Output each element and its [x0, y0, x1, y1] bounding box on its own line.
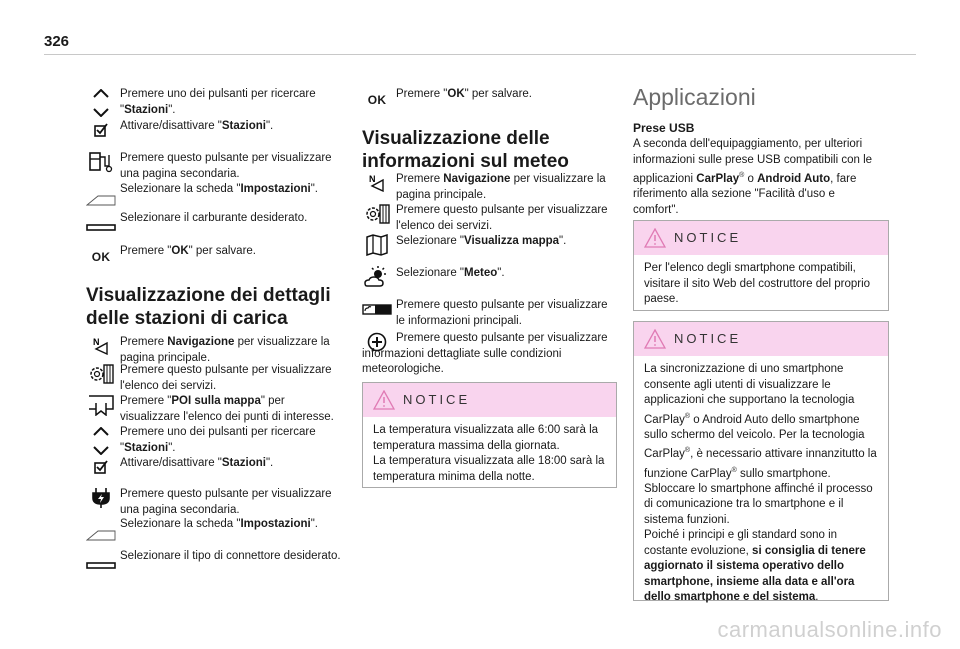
selection-bar-icon — [86, 217, 116, 239]
checkbox-icon — [86, 456, 116, 478]
notice-box-compatible-phones — [633, 220, 889, 311]
text: o Android Auto dello smartphone sullo schermo del veicolo. Per la tecnologia CarPlay — [644, 413, 865, 461]
text: ". — [559, 235, 567, 247]
chevron-up-down-icon — [86, 87, 116, 119]
text: , fare riferimento alla sezione "Facilità d'uso e comfort". — [633, 172, 857, 216]
text-bold: Meteo — [464, 267, 498, 279]
text: per visualizzare la pagina principale. — [396, 173, 606, 201]
notice-title: NOTICE — [674, 230, 742, 245]
text: Attivare/disattivare " — [120, 457, 222, 469]
text: Selezionare la scheda " — [120, 518, 241, 530]
text: . — [815, 591, 819, 604]
selection-bar-icon — [86, 555, 116, 577]
text: Premere " — [120, 395, 172, 407]
text-bold: OK — [171, 245, 189, 257]
svg-text:N: N — [369, 174, 376, 184]
text: A seconda dell'equipaggiamento, per ulteriori informazioni sulle prese USB compatibili con le applicazioni — [633, 138, 873, 185]
text: , è necessario attivare innanzitutto la funzione CarPlay — [644, 448, 877, 480]
text-bold: Impostazioni — [240, 518, 311, 530]
navigation-icon — [86, 335, 116, 357]
text-bold: POI sulla mappa — [171, 395, 261, 407]
fuel-pump-settings-icon — [86, 151, 116, 173]
text: Premere questo pulsante per visualizzare le informazioni principali. — [396, 299, 608, 327]
notice-text: Per l'elenco degli smartphone compatibili, visitare il sito Web del costruttore del proprio paese. — [644, 262, 871, 305]
text: ". — [265, 120, 274, 132]
text: Selezionare il tipo di connettore desiderato. — [120, 550, 341, 562]
text-bold: Stazioni — [124, 103, 169, 116]
text-bold: Stazioni — [221, 457, 266, 469]
text-bold: Android Auto — [757, 172, 831, 185]
text: ". — [310, 183, 318, 195]
warning-icon — [644, 329, 666, 349]
notice-box-temperature — [362, 382, 617, 488]
text: Premere — [120, 336, 168, 348]
text-bold: CarPlay — [696, 172, 740, 185]
tab-icon — [86, 189, 116, 211]
watermark: carmanualsonline.info — [717, 617, 942, 642]
section-heading-weather: Visualizzazione delle informazioni sul meteo — [362, 128, 569, 172]
registered-mark: ® — [684, 412, 691, 420]
navigation-icon — [362, 172, 392, 194]
text: Premere uno dei pulsanti per ricercare " — [120, 426, 316, 454]
tab-icon — [86, 524, 116, 546]
text-bold: OK — [447, 88, 465, 100]
text: ". — [265, 457, 274, 469]
text: Selezionare " — [396, 235, 465, 247]
subtitle-usb: Prese USB — [633, 121, 695, 135]
text: Premere questo pulsante per visualizzare una pagina secondaria. — [120, 152, 332, 180]
page-number: 326 — [44, 33, 70, 50]
weather-icon — [362, 266, 392, 288]
notice-header — [634, 322, 888, 356]
notice-title: NOTICE — [403, 392, 471, 407]
notice-text: La temperatura visualizzata alle 6:00 sarà la temperatura massima della giornata. La temperatura visualizzata alle 18:00 sarà la temperatura minima della notte. — [373, 424, 605, 483]
notice-title: NOTICE — [674, 331, 742, 346]
svg-text:N: N — [93, 337, 100, 347]
poi-map-icon — [86, 394, 116, 416]
text: Premere questo pulsante per visualizzare l'elenco dei servizi. — [120, 364, 332, 392]
warning-icon — [373, 390, 395, 410]
text: ". — [168, 103, 176, 116]
notice-header — [363, 383, 616, 417]
text: " per salvare. — [188, 245, 256, 257]
text: Selezionare " — [396, 267, 465, 279]
chevron-up-down-icon — [86, 425, 116, 457]
text: Premere uno dei pulsanti per ricercare " — [120, 88, 316, 116]
text: " per visualizzare l'elenco dei punti di interesse. — [120, 395, 334, 423]
text-bold: Stazioni — [124, 441, 169, 454]
text-bold: Navigazione — [167, 336, 235, 348]
header-rule — [44, 54, 916, 55]
text-bold: Visualizza mappa — [464, 235, 560, 247]
text: La sincronizzazione di uno smartphone consente agli utenti di visualizzare le applicazioni che supportano la tecnologia CarPlay — [644, 363, 855, 426]
notice-header — [634, 221, 888, 255]
text: sullo smartphone. Sbloccare lo smartphone affinché il processo di comunicazione tra lo smartphone e il sistema funzioni. Poiché i principi e gli standard sono in costante evoluzione, — [644, 467, 873, 557]
text: Attivare/disattivare " — [120, 120, 222, 132]
text: Selezionare la scheda " — [120, 183, 241, 195]
text: Premere questo pulsante per visualizzare una pagina secondaria. — [120, 488, 332, 516]
text-bold: si consiglia di tenere aggiornato il sistema operativo dello smartphone, insieme alla data e all'ora dello smartphone e del sistema — [644, 544, 866, 604]
text: Premere questo pulsante per visualizzare informazioni dettagliate sulle condizioni meteorologiche. — [362, 332, 608, 375]
ok-icon: OK — [91, 250, 111, 265]
registered-mark: ® — [684, 447, 691, 455]
text-bold: Stazioni — [221, 120, 266, 132]
text-bold: Navigazione — [443, 173, 511, 185]
weather-banner-icon — [362, 298, 392, 320]
registered-mark: ® — [739, 172, 745, 179]
gear-list-icon — [362, 203, 392, 225]
page-title-applications: Applicazioni — [633, 84, 756, 110]
checkbox-icon — [86, 119, 116, 141]
usb-paragraph — [633, 137, 883, 218]
warning-icon — [644, 228, 666, 248]
notice-box-sync — [633, 321, 889, 604]
text-bold: Impostazioni — [240, 183, 311, 195]
text: Selezionare il carburante desiderato. — [120, 212, 308, 224]
charging-plug-icon — [86, 487, 116, 509]
text: Premere " — [120, 245, 172, 257]
section-heading-charging-stations: Visualizzazione dei dettagli delle stazioni di carica — [86, 285, 331, 329]
text: " per salvare. — [464, 88, 532, 100]
text: ". — [497, 267, 505, 279]
text: per visualizzare la pagina principale. — [120, 336, 330, 364]
text: Premere " — [396, 88, 448, 100]
text: ". — [310, 518, 318, 530]
ok-icon: OK — [367, 93, 387, 108]
registered-mark: ® — [731, 466, 737, 474]
map-icon — [362, 234, 392, 256]
text: Premere questo pulsante per visualizzare l'elenco dei servizi. — [396, 204, 608, 232]
text: o — [744, 172, 758, 185]
notice-text — [634, 356, 888, 612]
text: ". — [168, 441, 176, 454]
text: Premere — [396, 173, 444, 185]
gear-list-icon — [86, 363, 116, 385]
